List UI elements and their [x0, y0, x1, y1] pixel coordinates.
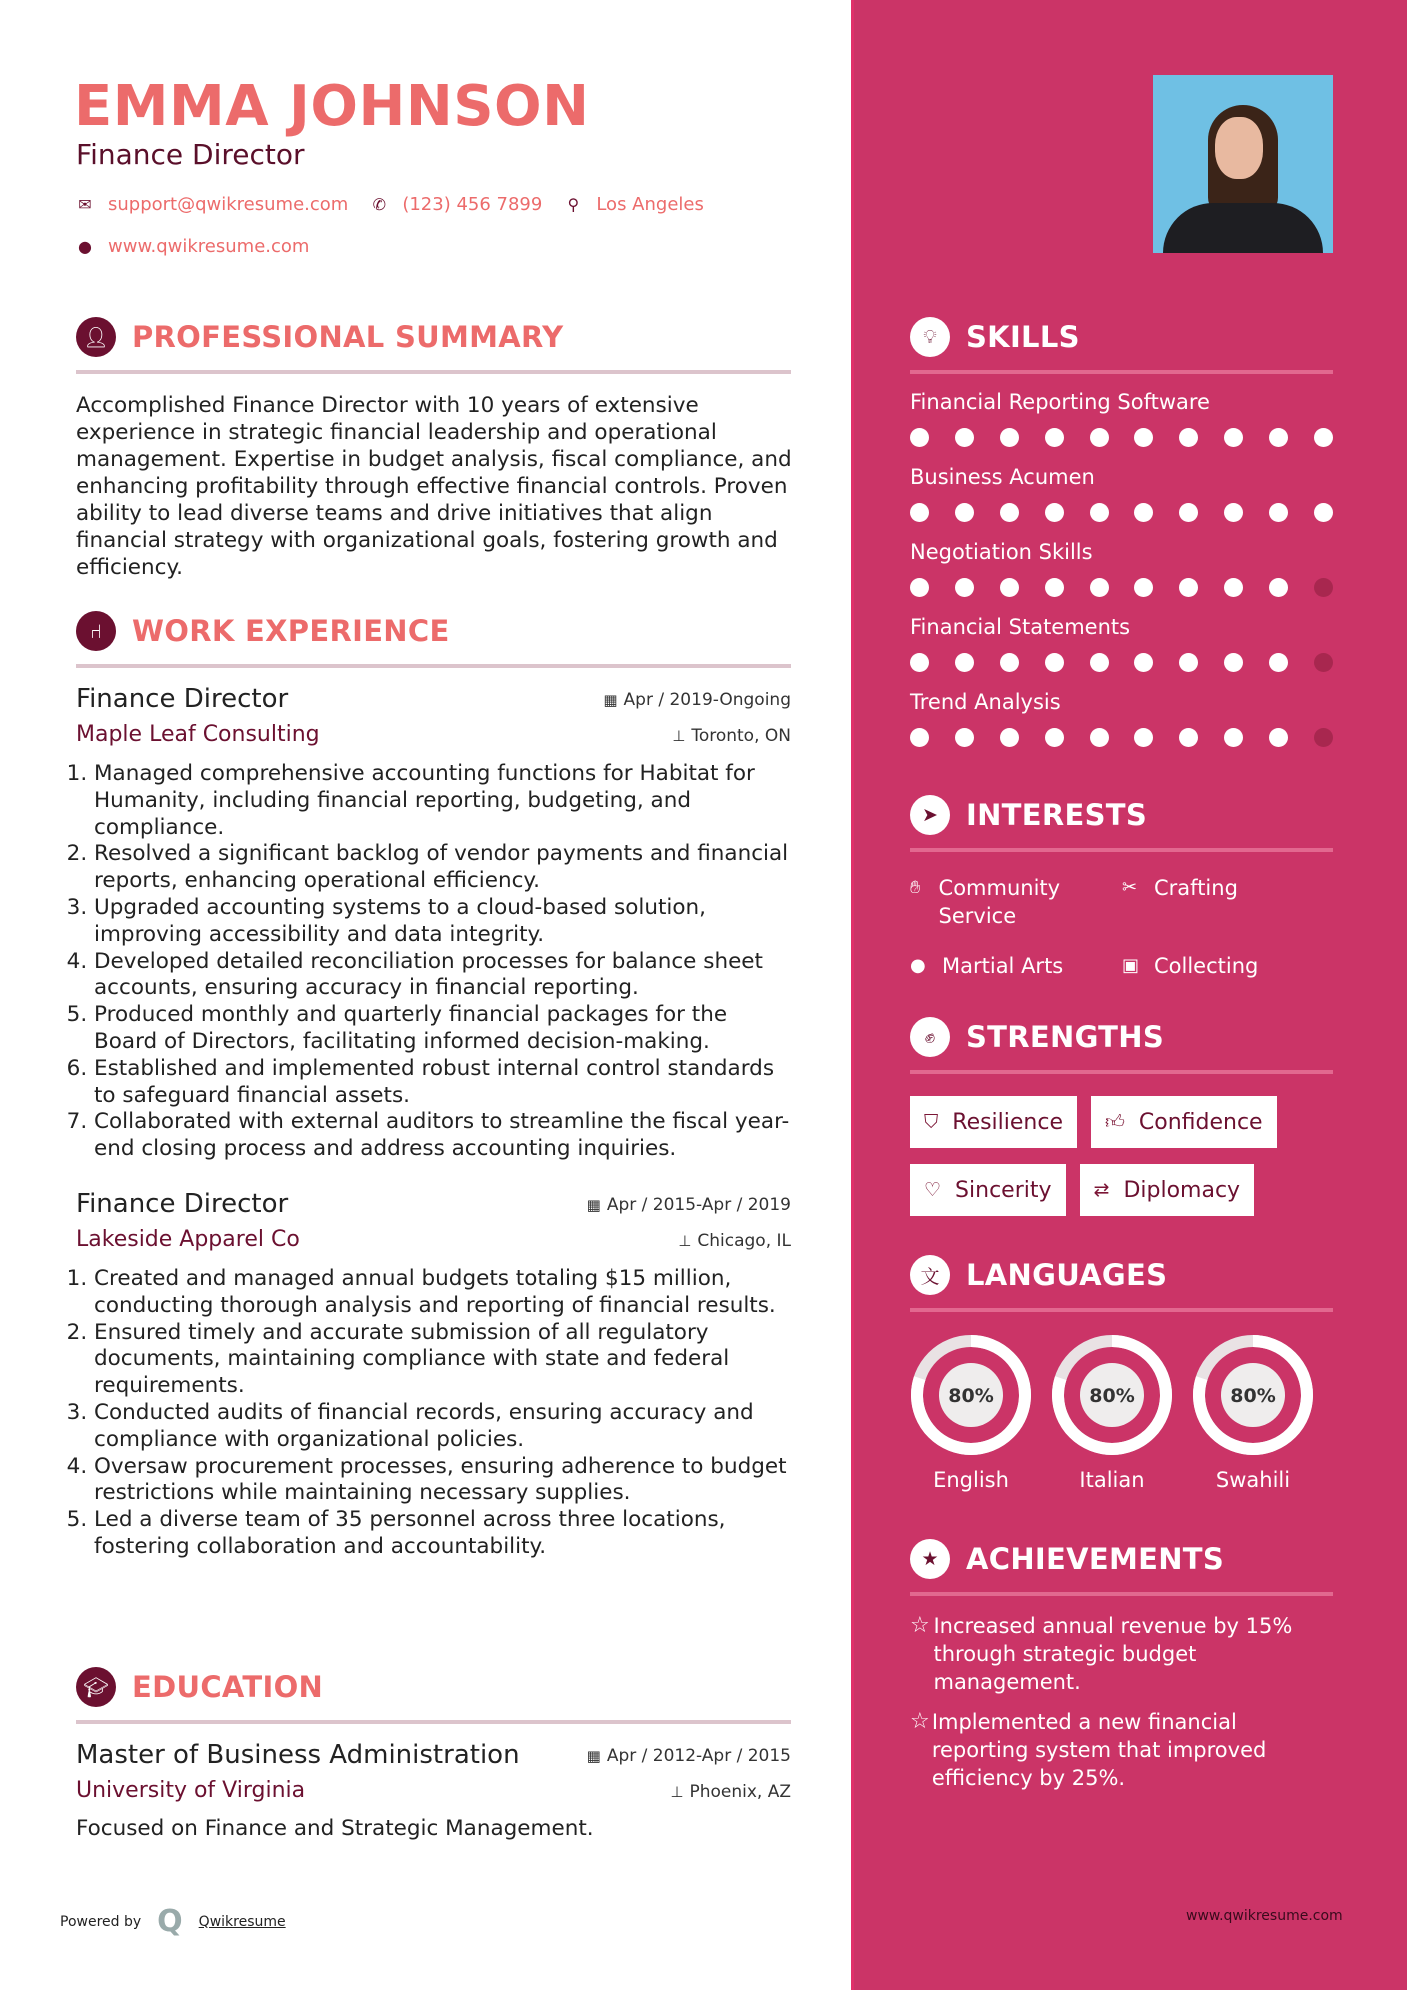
scissors-icon: ✂ [1122, 877, 1138, 898]
summary-header [76, 314, 791, 360]
rating-dot-filled [1179, 503, 1198, 522]
rating-dot-filled [910, 503, 929, 522]
user-icon: 👤︎ [76, 317, 116, 357]
shield-icon: ⛉ [924, 1111, 939, 1133]
section-divider [910, 370, 1333, 374]
rating-dot-filled [955, 578, 974, 597]
job-bullet: 1. Created and managed annual budgets totaling $15 million, conducting thorough analysis and reporting of financial results. [94, 1266, 791, 1320]
interest-item [910, 874, 1122, 930]
language-gauge [1051, 1334, 1173, 1456]
interests-header [910, 792, 1333, 838]
rating-dot-filled [1045, 428, 1064, 447]
rating-dot-filled [1134, 728, 1153, 747]
achievement-text: Implemented a new financial reporting system that improved efficiency by 25%. [931, 1710, 1267, 1790]
rating-dot-filled [1000, 428, 1019, 447]
languages-title: LANGUAGES [966, 1258, 1168, 1292]
rating-dot-filled [1134, 653, 1153, 672]
language-name: English [933, 1468, 1009, 1492]
skills-title: SKILLS [966, 320, 1080, 354]
skill-rating [910, 653, 1333, 672]
summary-section [76, 314, 791, 581]
rating-dot-filled [1000, 728, 1019, 747]
strengths-section [910, 1014, 1333, 1216]
rating-dot-filled [1134, 578, 1153, 597]
email-link[interactable]: support@qwikresume.com [108, 194, 349, 215]
gauge-label: 80% [948, 1385, 994, 1407]
languages-section [910, 1252, 1333, 1492]
rating-dot-filled [1000, 578, 1019, 597]
education-location [670, 1782, 791, 1802]
fist-icon: ✊︎ [910, 1017, 950, 1057]
achievement-item [910, 1708, 1333, 1792]
job-company: Lakeside Apparel Co [76, 1226, 300, 1252]
globe-heart-icon: ● [910, 955, 926, 976]
job-location-text: Toronto, ON [691, 726, 791, 746]
section-divider [76, 1720, 791, 1724]
interests-title: INTERESTS [966, 798, 1148, 832]
rating-dot-filled [1045, 728, 1064, 747]
section-divider [910, 1308, 1333, 1312]
interests-list [910, 874, 1333, 980]
education-section [76, 1664, 791, 1842]
calendar-icon: ▦ [586, 1195, 601, 1214]
interest-label: Collecting [1154, 954, 1259, 978]
rating-dot-filled [1090, 503, 1109, 522]
rating-dot-filled [1045, 578, 1064, 597]
section-divider [76, 664, 791, 668]
lightbulb-icon: 💡︎ [910, 317, 950, 357]
rating-dot-filled [1179, 428, 1198, 447]
envelope-icon: ✉ [78, 195, 92, 214]
calendar-icon: ▦ [603, 691, 618, 709]
rating-dot-filled [1090, 653, 1109, 672]
job-bullet: 4. Oversaw procurement processes, ensuring adherence to budget restrictions while maintaining necessary supplies. [94, 1454, 791, 1508]
degree: Master of Business Administration [76, 1740, 520, 1770]
job-bullets [76, 761, 791, 1163]
qwikresume-logo-icon: Q [157, 1904, 183, 1939]
paper-plane-icon: ➤ [910, 795, 950, 835]
graduate-icon: 🎓︎ [76, 1667, 116, 1707]
rating-dot-filled [1134, 503, 1153, 522]
experience-section [76, 608, 791, 1561]
job-location [678, 1231, 791, 1251]
language-item [1051, 1334, 1173, 1492]
job-bullet: 2. Ensured timely and accurate submission of all regulatory documents, maintaining compliance with state and federal requirements. [94, 1320, 791, 1400]
job-bullet: 6. Established and implemented robust internal control standards to safeguard financial assets. [94, 1056, 791, 1110]
strength-label: Confidence [1138, 1109, 1263, 1135]
skill-rating [910, 428, 1333, 447]
gauge-label: 80% [1089, 1385, 1135, 1407]
shooting-star-icon: ☆ [910, 1709, 930, 1734]
powered-by [60, 1904, 286, 1939]
job-title: Finance Director [76, 1188, 289, 1219]
rating-dot-filled [1314, 503, 1333, 522]
shooting-star-icon: ☆ [910, 1613, 930, 1638]
strengths-header [910, 1014, 1333, 1060]
strength-chip [910, 1096, 1077, 1148]
profile-photo [1153, 75, 1333, 253]
achievement-text: Increased annual revenue by 15% through strategic budget management. [933, 1614, 1293, 1694]
gauge-label: 80% [1230, 1385, 1276, 1407]
experience-title: WORK EXPERIENCE [132, 614, 450, 648]
interest-label: Crafting [1154, 876, 1238, 900]
job-entry [76, 1189, 791, 1561]
strength-label: Resilience [952, 1109, 1064, 1135]
rating-dot-empty [1314, 578, 1333, 597]
skills-list [910, 390, 1333, 747]
handshake-icon: ⇄ [1093, 1179, 1110, 1201]
website-row [76, 236, 331, 257]
language-name: Italian [1079, 1468, 1145, 1492]
education-entry [76, 1740, 791, 1842]
pushpin-icon: ⊥ [670, 1783, 684, 1801]
job-bullet: 3. Conducted audits of financial records, ensuring accuracy and compliance with organizational policies. [94, 1400, 791, 1454]
strength-label: Diplomacy [1123, 1177, 1241, 1203]
summary-text: Accomplished Finance Director with 10 years of extensive experience in strategic financial leadership and operational management. Expertise in budget analysis, fiscal compliance, and enhancing profitability through effective financial controls. Proven ability to lead diverse teams and drive initiatives that align financial strategy with organizational goals, fostering growth and efficiency. [76, 393, 792, 580]
job-location [672, 726, 791, 746]
language-item [910, 1334, 1032, 1492]
rating-dot-filled [1045, 503, 1064, 522]
strength-chip [1080, 1164, 1255, 1216]
skill-name: Trend Analysis [910, 690, 1061, 714]
education-title: EDUCATION [132, 1670, 324, 1704]
rating-dot-empty [1314, 728, 1333, 747]
rating-dot-filled [1224, 578, 1243, 597]
translate-icon: 文 [910, 1255, 950, 1295]
section-divider [910, 1592, 1333, 1596]
rating-dot-filled [910, 428, 929, 447]
experience-header [76, 608, 791, 654]
rating-dot-filled [955, 428, 974, 447]
calendar-icon: ▦ [586, 1747, 601, 1765]
shooting-star-icon: ★ [910, 1539, 950, 1579]
skill-name: Financial Reporting Software [910, 390, 1210, 414]
achievements-title: ACHIEVEMENTS [966, 1542, 1225, 1576]
job-title: Finance Director [76, 684, 289, 714]
job-bullet: 3. Upgraded accounting systems to a cloud-based solution, improving accessibility and data integrity. [94, 895, 791, 949]
education-description: Focused on Finance and Strategic Management. [76, 1816, 594, 1841]
location-text: Los Angeles [596, 194, 704, 215]
education-date-text: Apr / 2012-Apr / 2015 [606, 1746, 791, 1766]
skills-header [910, 314, 1333, 360]
language-name: Swahili [1215, 1468, 1291, 1492]
skill-rating [910, 503, 1333, 522]
skill-rating [910, 578, 1333, 597]
rating-dot-filled [1179, 728, 1198, 747]
job-company: Maple Leaf Consulting [76, 722, 320, 747]
achievements-header [910, 1536, 1333, 1582]
job-bullet: 4. Developed detailed reconciliation processes for balance sheet accounts, ensuring accuracy in financial reporting. [94, 949, 791, 1003]
job-date [587, 1195, 791, 1215]
section-divider [910, 848, 1333, 852]
language-gauge [910, 1334, 1032, 1456]
rating-dot-filled [1224, 428, 1243, 447]
school: University of Virginia [76, 1778, 306, 1803]
rating-dot-filled [1000, 503, 1019, 522]
rating-dot-filled [1090, 428, 1109, 447]
phone-text: (123) 456 7899 [402, 194, 543, 215]
rating-dot-filled [1000, 653, 1019, 672]
job-date [603, 690, 791, 710]
skill-name: Business Acumen [910, 465, 1095, 489]
footer-website-link[interactable]: www.qwikresume.com [1186, 1908, 1343, 1924]
candidate-name: EMMA JOHNSON [74, 74, 590, 139]
powered-by-label: Powered by [60, 1913, 142, 1930]
education-header [76, 1664, 791, 1710]
office-chair-icon: ⑁ [76, 611, 116, 651]
job-date-text: Apr / 2019-Ongoing [623, 690, 791, 710]
phone-icon: ✆ [372, 195, 387, 214]
photo-face [1215, 117, 1263, 179]
languages-header [910, 1252, 1333, 1298]
job-bullet: 5. Produced monthly and quarterly financial packages for the Board of Directors, facilitating informed decision-making. [94, 1002, 791, 1056]
strength-chip [910, 1164, 1066, 1216]
education-location-text: Phoenix, AZ [689, 1782, 791, 1802]
rating-dot-filled [1134, 428, 1153, 447]
achievement-item [910, 1612, 1333, 1696]
rating-dot-filled [1269, 503, 1288, 522]
job-bullets [76, 1266, 791, 1561]
candidate-role: Finance Director [76, 138, 305, 171]
job-location-text: Chicago, IL [697, 1230, 791, 1251]
strengths-list [910, 1096, 1333, 1216]
job-date-text: Apr / 2015-Apr / 2019 [606, 1194, 791, 1215]
job-bullet: 7. Collaborated with external auditors to streamline the fiscal year-end closing process and address accounting inquiries. [94, 1109, 791, 1163]
strength-label: Sincerity [955, 1177, 1052, 1203]
section-divider [910, 1070, 1333, 1074]
brand-link[interactable]: Qwikresume [198, 1913, 286, 1930]
map-marker-icon: ⚲ [567, 195, 580, 214]
interests-section [910, 792, 1333, 980]
language-item [1192, 1334, 1314, 1492]
interest-item [1122, 952, 1333, 980]
pushpin-icon: ⊥ [672, 727, 686, 745]
rating-dot-filled [1179, 578, 1198, 597]
interest-label: Community Service [938, 876, 1061, 928]
rating-dot-filled [1179, 653, 1198, 672]
job-bullet: 1. Managed comprehensive accounting functions for Habitat for Humanity, including financial reporting, budgeting, and compliance. [94, 761, 791, 841]
rating-dot-filled [910, 653, 929, 672]
rating-dot-filled [1090, 578, 1109, 597]
rating-dot-filled [1269, 653, 1288, 672]
rating-dot-filled [1045, 653, 1064, 672]
hand-icon: ✋︎ [910, 877, 921, 898]
rating-dot-filled [1314, 428, 1333, 447]
pushpin-icon: ⊥ [678, 1231, 692, 1250]
rating-dot-empty [1314, 653, 1333, 672]
rating-dot-filled [1224, 653, 1243, 672]
rating-dot-filled [910, 728, 929, 747]
contact-row [76, 194, 726, 215]
strengths-title: STRENGTHS [966, 1020, 1165, 1054]
interest-item [910, 952, 1122, 980]
rating-dot-filled [1224, 503, 1243, 522]
skill-rating [910, 728, 1333, 747]
rating-dot-filled [1224, 728, 1243, 747]
summary-title: PROFESSIONAL SUMMARY [132, 320, 564, 354]
rating-dot-filled [1269, 578, 1288, 597]
rating-dot-filled [955, 503, 974, 522]
photo-body [1163, 203, 1323, 253]
skills-section [910, 314, 1333, 747]
interest-item [1122, 874, 1333, 930]
website-link[interactable]: www.qwikresume.com [108, 236, 310, 257]
archive-box-icon: ▣ [1122, 955, 1140, 976]
rating-dot-filled [955, 653, 974, 672]
rating-dot-filled [1269, 728, 1288, 747]
rating-dot-filled [955, 728, 974, 747]
skill-name: Financial Statements [910, 615, 1131, 639]
skill-name: Negotiation Skills [910, 540, 1093, 564]
education-date [587, 1746, 791, 1766]
heart-icon: ♡ [924, 1179, 942, 1201]
rating-dot-filled [1269, 428, 1288, 447]
rating-dot-filled [1090, 728, 1109, 747]
job-bullet: 2. Resolved a significant backlog of vendor payments and financial reports, enhancing operational efficiency. [94, 841, 791, 895]
rating-dot-filled [910, 578, 929, 597]
job-bullet: 5. Led a diverse team of 35 personnel across three locations, fostering collaboration and accountability. [94, 1507, 791, 1561]
section-divider [76, 370, 791, 374]
globe-icon: ● [78, 237, 92, 256]
strength-chip [1091, 1096, 1277, 1148]
language-gauge [1192, 1334, 1314, 1456]
thumbs-up-icon: 👍︎ [1105, 1110, 1125, 1133]
languages-list [910, 1334, 1333, 1492]
interest-label: Martial Arts [942, 954, 1064, 978]
achievements-section [910, 1536, 1333, 1792]
job-entry [76, 684, 791, 1163]
